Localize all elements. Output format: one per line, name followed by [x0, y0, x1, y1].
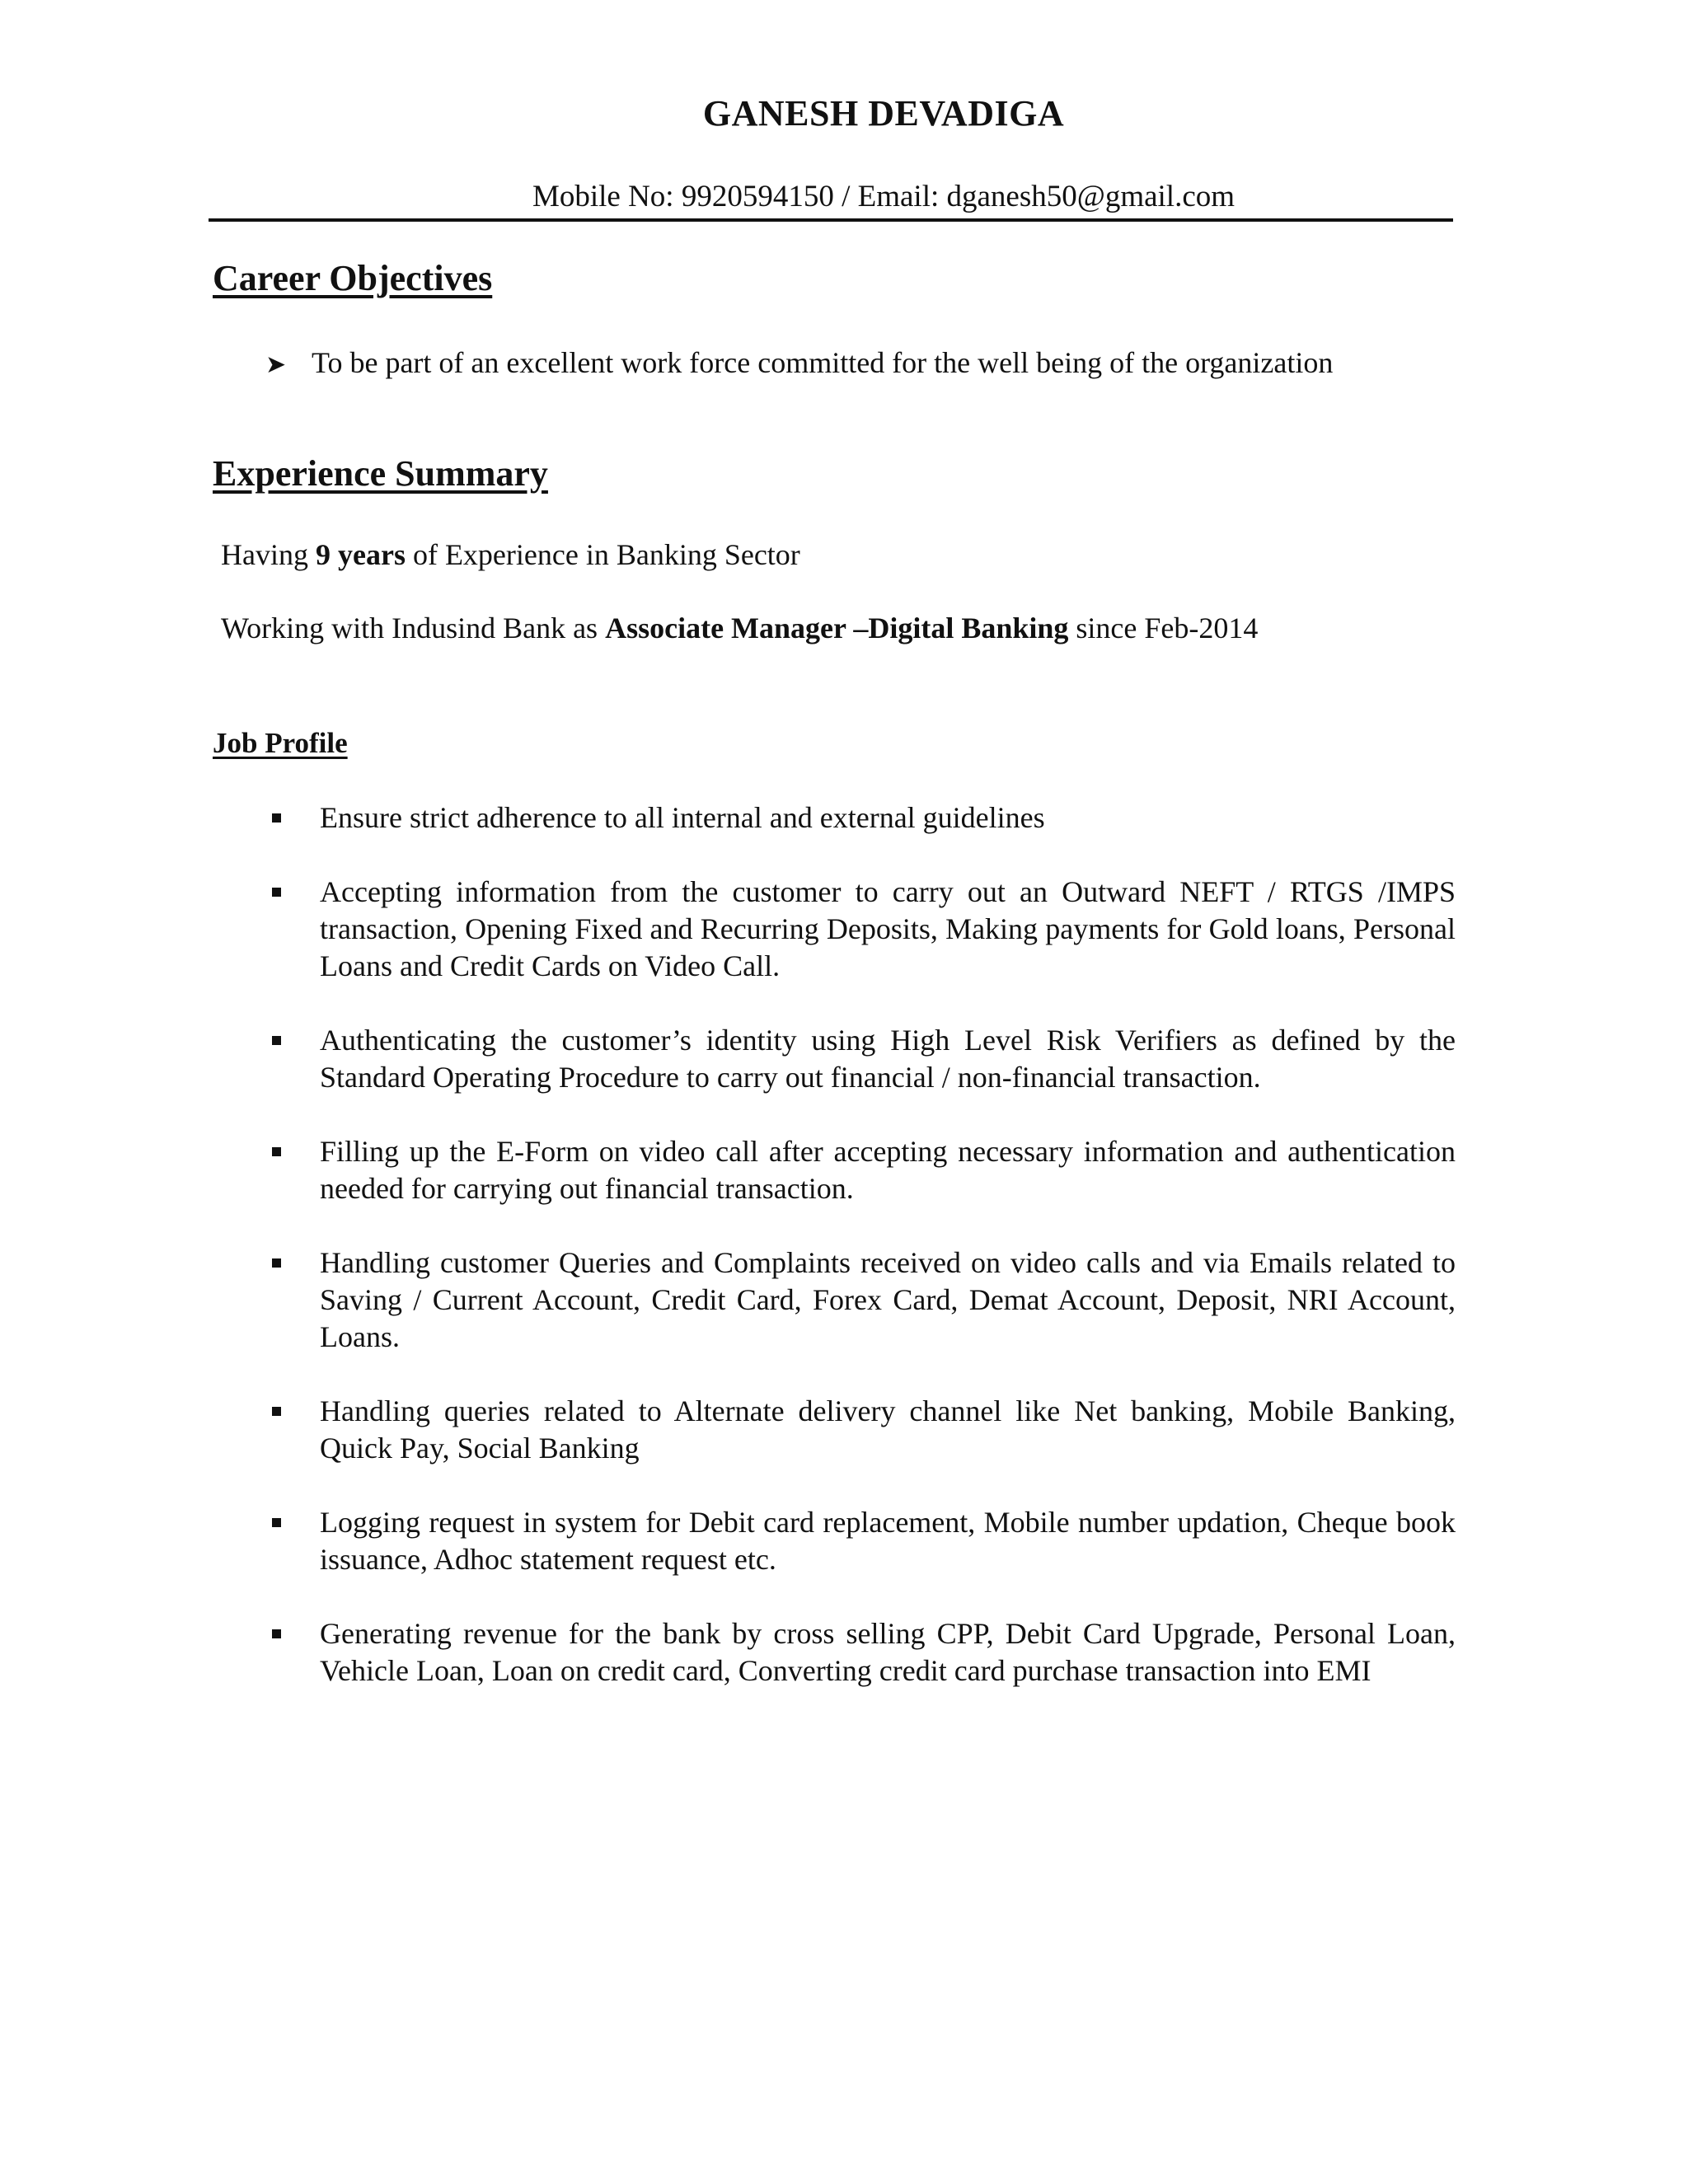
job-profile-item: [269, 1504, 1456, 1578]
current-role-title: Associate Manager –Digital Banking: [605, 612, 1069, 644]
experience-years-value: 9 years: [315, 538, 406, 571]
job-profile-text: Ensure strict adherence to all internal and external guidelines: [320, 801, 1045, 834]
job-profile-item: [269, 874, 1456, 985]
square-bullet-icon: [272, 888, 281, 897]
job-profile-item: [269, 1022, 1456, 1096]
candidate-name: GANESH DEVADIGA: [702, 93, 1065, 134]
current-role-line: [221, 611, 1258, 645]
square-bullet-icon: [272, 1258, 281, 1268]
job-profile-text: Accepting information from the customer to carry out an Outward NEFT / RTGS /IMPS transaction, Opening Fixed and Recurring Deposits, Making payments for Gold loans, Personal Loans and Credit Cards on Video Call.: [320, 875, 1456, 982]
job-profile-item: [269, 799, 1456, 837]
experience-summary-heading: Experience Summary: [213, 453, 548, 494]
job-profile-text: Generating revenue for the bank by cross selling CPP, Debit Card Upgrade, Personal Loan, Vehicle Loan, Loan on credit card, Converting credit card purchase transaction into EMI: [320, 1617, 1456, 1687]
current-role-prefix: Working with Indusind Bank as: [221, 612, 598, 644]
experience-years-suffix: of Experience in Banking Sector: [412, 538, 800, 571]
job-profile-text: Logging request in system for Debit card replacement, Mobile number updation, Cheque book issuance, Adhoc statement request etc.: [320, 1506, 1456, 1576]
square-bullet-icon: [272, 1518, 281, 1527]
current-role-suffix: since Feb-2014: [1076, 612, 1259, 644]
job-profile-text: Handling queries related to Alternate delivery channel like Net banking, Mobile Banking, Quick Pay, Social Banking: [320, 1394, 1456, 1465]
experience-years-prefix: Having: [221, 538, 308, 571]
square-bullet-icon: [272, 1407, 281, 1416]
career-objectives-heading: Career Objectives: [213, 258, 493, 298]
square-bullet-icon: [272, 813, 281, 823]
experience-years-line: [221, 537, 800, 572]
header-divider: [209, 218, 1453, 222]
job-profile-item: [269, 1133, 1456, 1207]
job-profile-text: Authenticating the customer’s identity using High Level Risk Verifiers as defined by the Standard Operating Procedure to carry out financial / non-financial transaction.: [320, 1024, 1456, 1094]
job-profile-item: [269, 1244, 1456, 1356]
job-profile-item: [269, 1393, 1456, 1467]
job-profile-text: Filling up the E-Form on video call after accepting necessary information and authentication needed for carrying out financial transaction.: [320, 1135, 1456, 1205]
job-profile-list: [269, 799, 1456, 1727]
arrow-bullet-icon: ➤: [265, 350, 287, 379]
square-bullet-icon: [272, 1629, 281, 1638]
square-bullet-icon: [272, 1036, 281, 1045]
job-profile-heading: Job Profile: [213, 727, 348, 759]
objective-item: [265, 345, 1333, 380]
job-profile-item: [269, 1615, 1456, 1690]
job-profile-text: Handling customer Queries and Complaints received on video calls and via Emails related to Saving / Current Account, Credit Card, Forex Card, Demat Account, Deposit, NRI Account, Loans.: [320, 1246, 1456, 1353]
square-bullet-icon: [272, 1147, 281, 1156]
contact-line: Mobile No: 9920594150 / Email: dganesh50@gmail.com: [532, 180, 1236, 213]
objective-text: To be part of an excellent work force committed for the well being of the organization: [312, 346, 1334, 379]
